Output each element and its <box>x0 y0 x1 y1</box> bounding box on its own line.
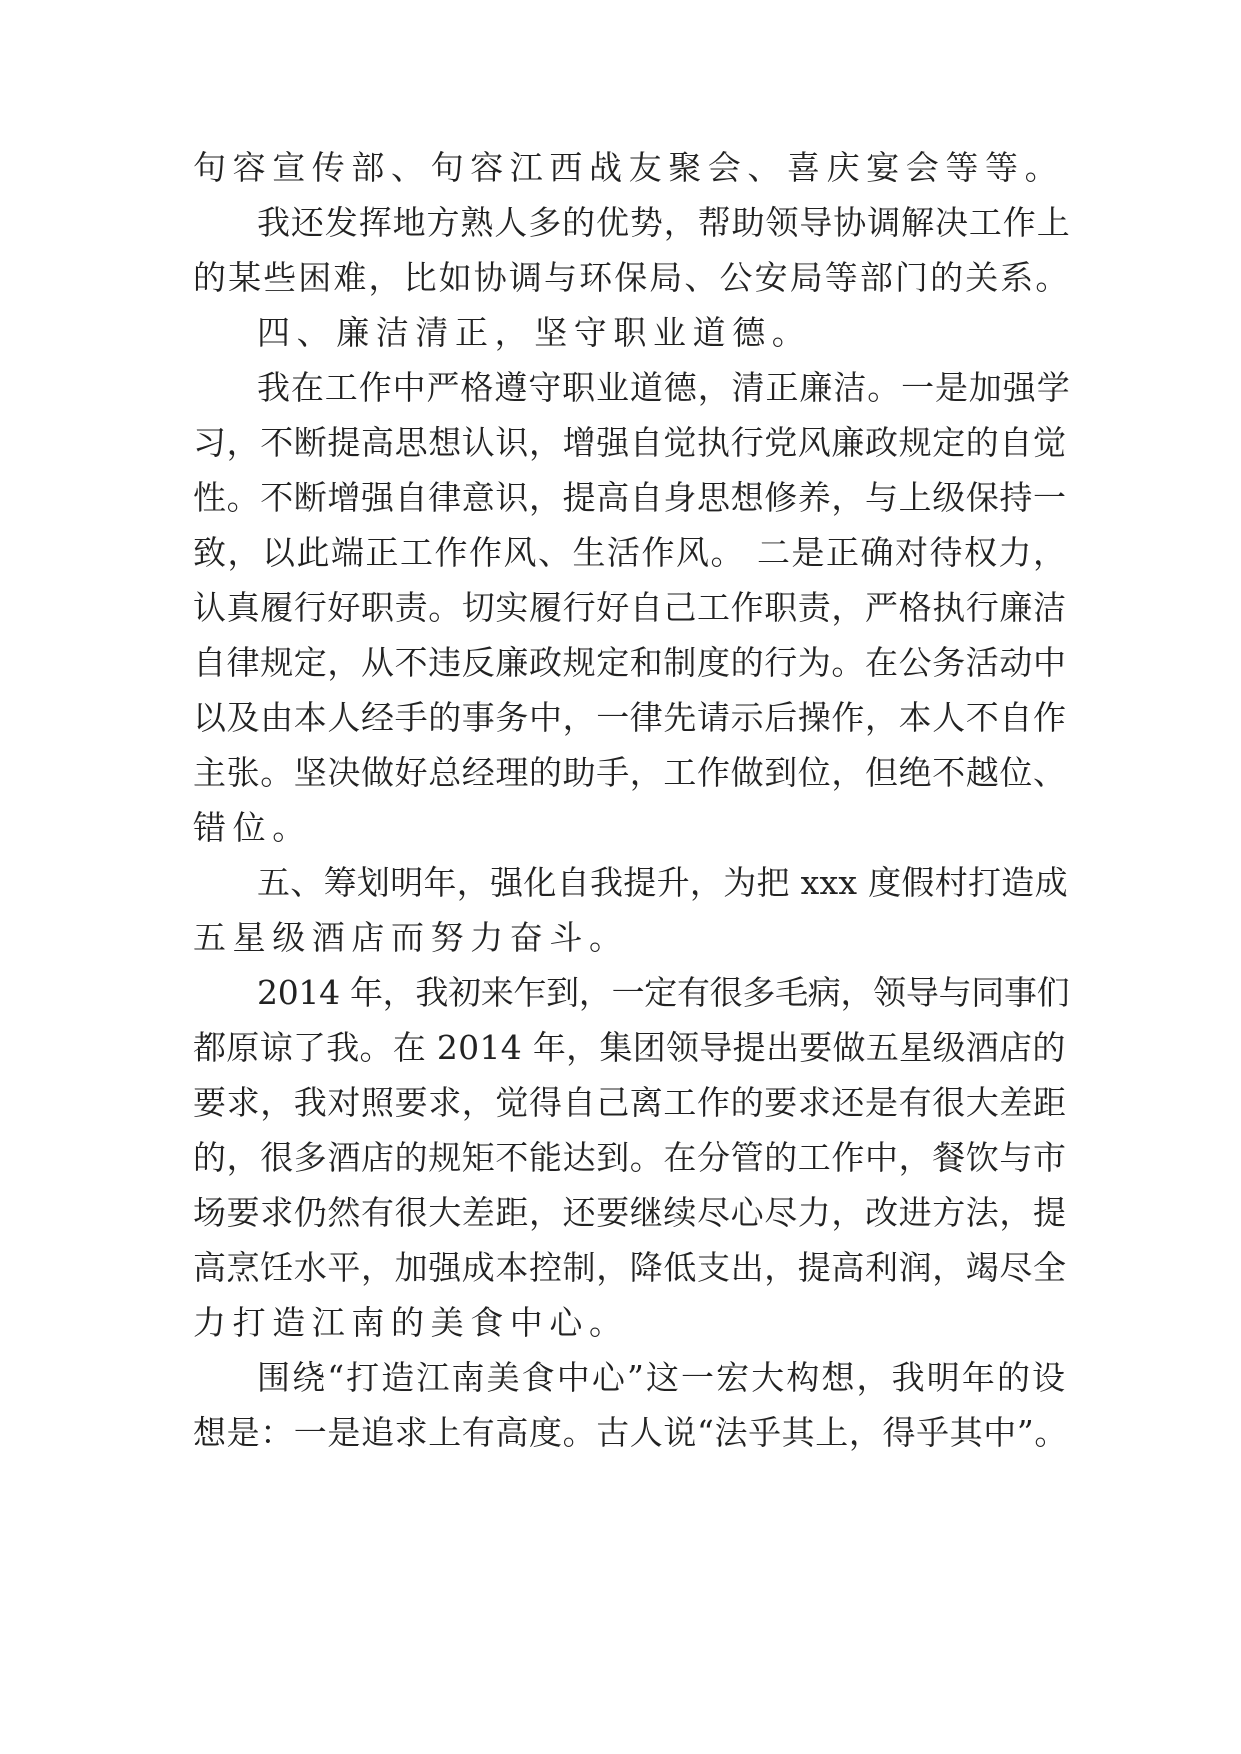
text-line-1: 句容宣传部、句容江西战友聚会、喜庆宴会等等。 <box>193 148 1065 187</box>
text-line-11: 以及由本人经手的事务中，一律先请示后操作，本人不自作 <box>193 698 1067 737</box>
section-heading-4: 四、廉洁清正，坚守职业道德。 <box>257 313 812 352</box>
text-line-16: 2014 年，我初来乍到，一定有很多毛病，领导与同事们 <box>257 973 1070 1012</box>
text-line-21: 高烹饪水平，加强成本控制，降低支出，提高利润，竭尽全 <box>193 1248 1067 1287</box>
text-line-13: 错位。 <box>193 808 312 847</box>
text-line-7: 性。不断增强自律意识，提高自身思想修养，与上级保持一 <box>193 478 1067 517</box>
text-line-2: 我还发挥地方熟人多的优势，帮助领导协调解决工作上 <box>257 203 1071 242</box>
text-line-20: 场要求仍然有很大差距，还要继续尽心尽力，改进方法，提 <box>193 1193 1067 1232</box>
text-line-5: 我在工作中严格遵守职业道德，清正廉洁。一是加强学 <box>257 368 1071 407</box>
text-line-9: 认真履行好职责。切实履行好自己工作职责，严格执行廉洁 <box>193 588 1067 627</box>
text-line-3: 的某些困难，比如协调与环保局、公安局等部门的关系。 <box>193 258 1071 297</box>
text-line-24: 想是：一是追求上有高度。古人说“法乎其上，得乎其中”。 <box>193 1413 1068 1452</box>
text-line-18: 要求，我对照要求，觉得自己离工作的要求还是有很大差距 <box>193 1083 1067 1122</box>
text-line-6: 习，不断提高思想认识，增强自觉执行党风廉政规定的自觉 <box>193 423 1067 462</box>
text-line-8: 致，以此端正工作作风、生活作风。 二是正确对待权力， <box>193 533 1068 572</box>
text-line-12: 主张。坚决做好总经理的助手，工作做到位，但绝不越位、 <box>193 753 1067 792</box>
text-line-17: 都原谅了我。在 2014 年，集团领导提出要做五星级酒店的 <box>193 1028 1066 1067</box>
text-line-19: 的，很多酒店的规矩不能达到。在分管的工作中，餐饮与市 <box>193 1138 1067 1177</box>
section-heading-5: 五、筹划明年，强化自我提升，为把 xxx 度假村打造成 <box>257 863 1068 902</box>
text-line-22: 力打造江南的美食中心。 <box>193 1303 629 1342</box>
text-line-15: 五星级酒店而努力奋斗。 <box>193 918 629 957</box>
text-line-23: 围绕“打造江南美食中心”这一宏大构想，我明年的设 <box>257 1358 1068 1397</box>
text-line-10: 自律规定，从不违反廉政规定和制度的行为。在公务活动中 <box>193 643 1067 682</box>
